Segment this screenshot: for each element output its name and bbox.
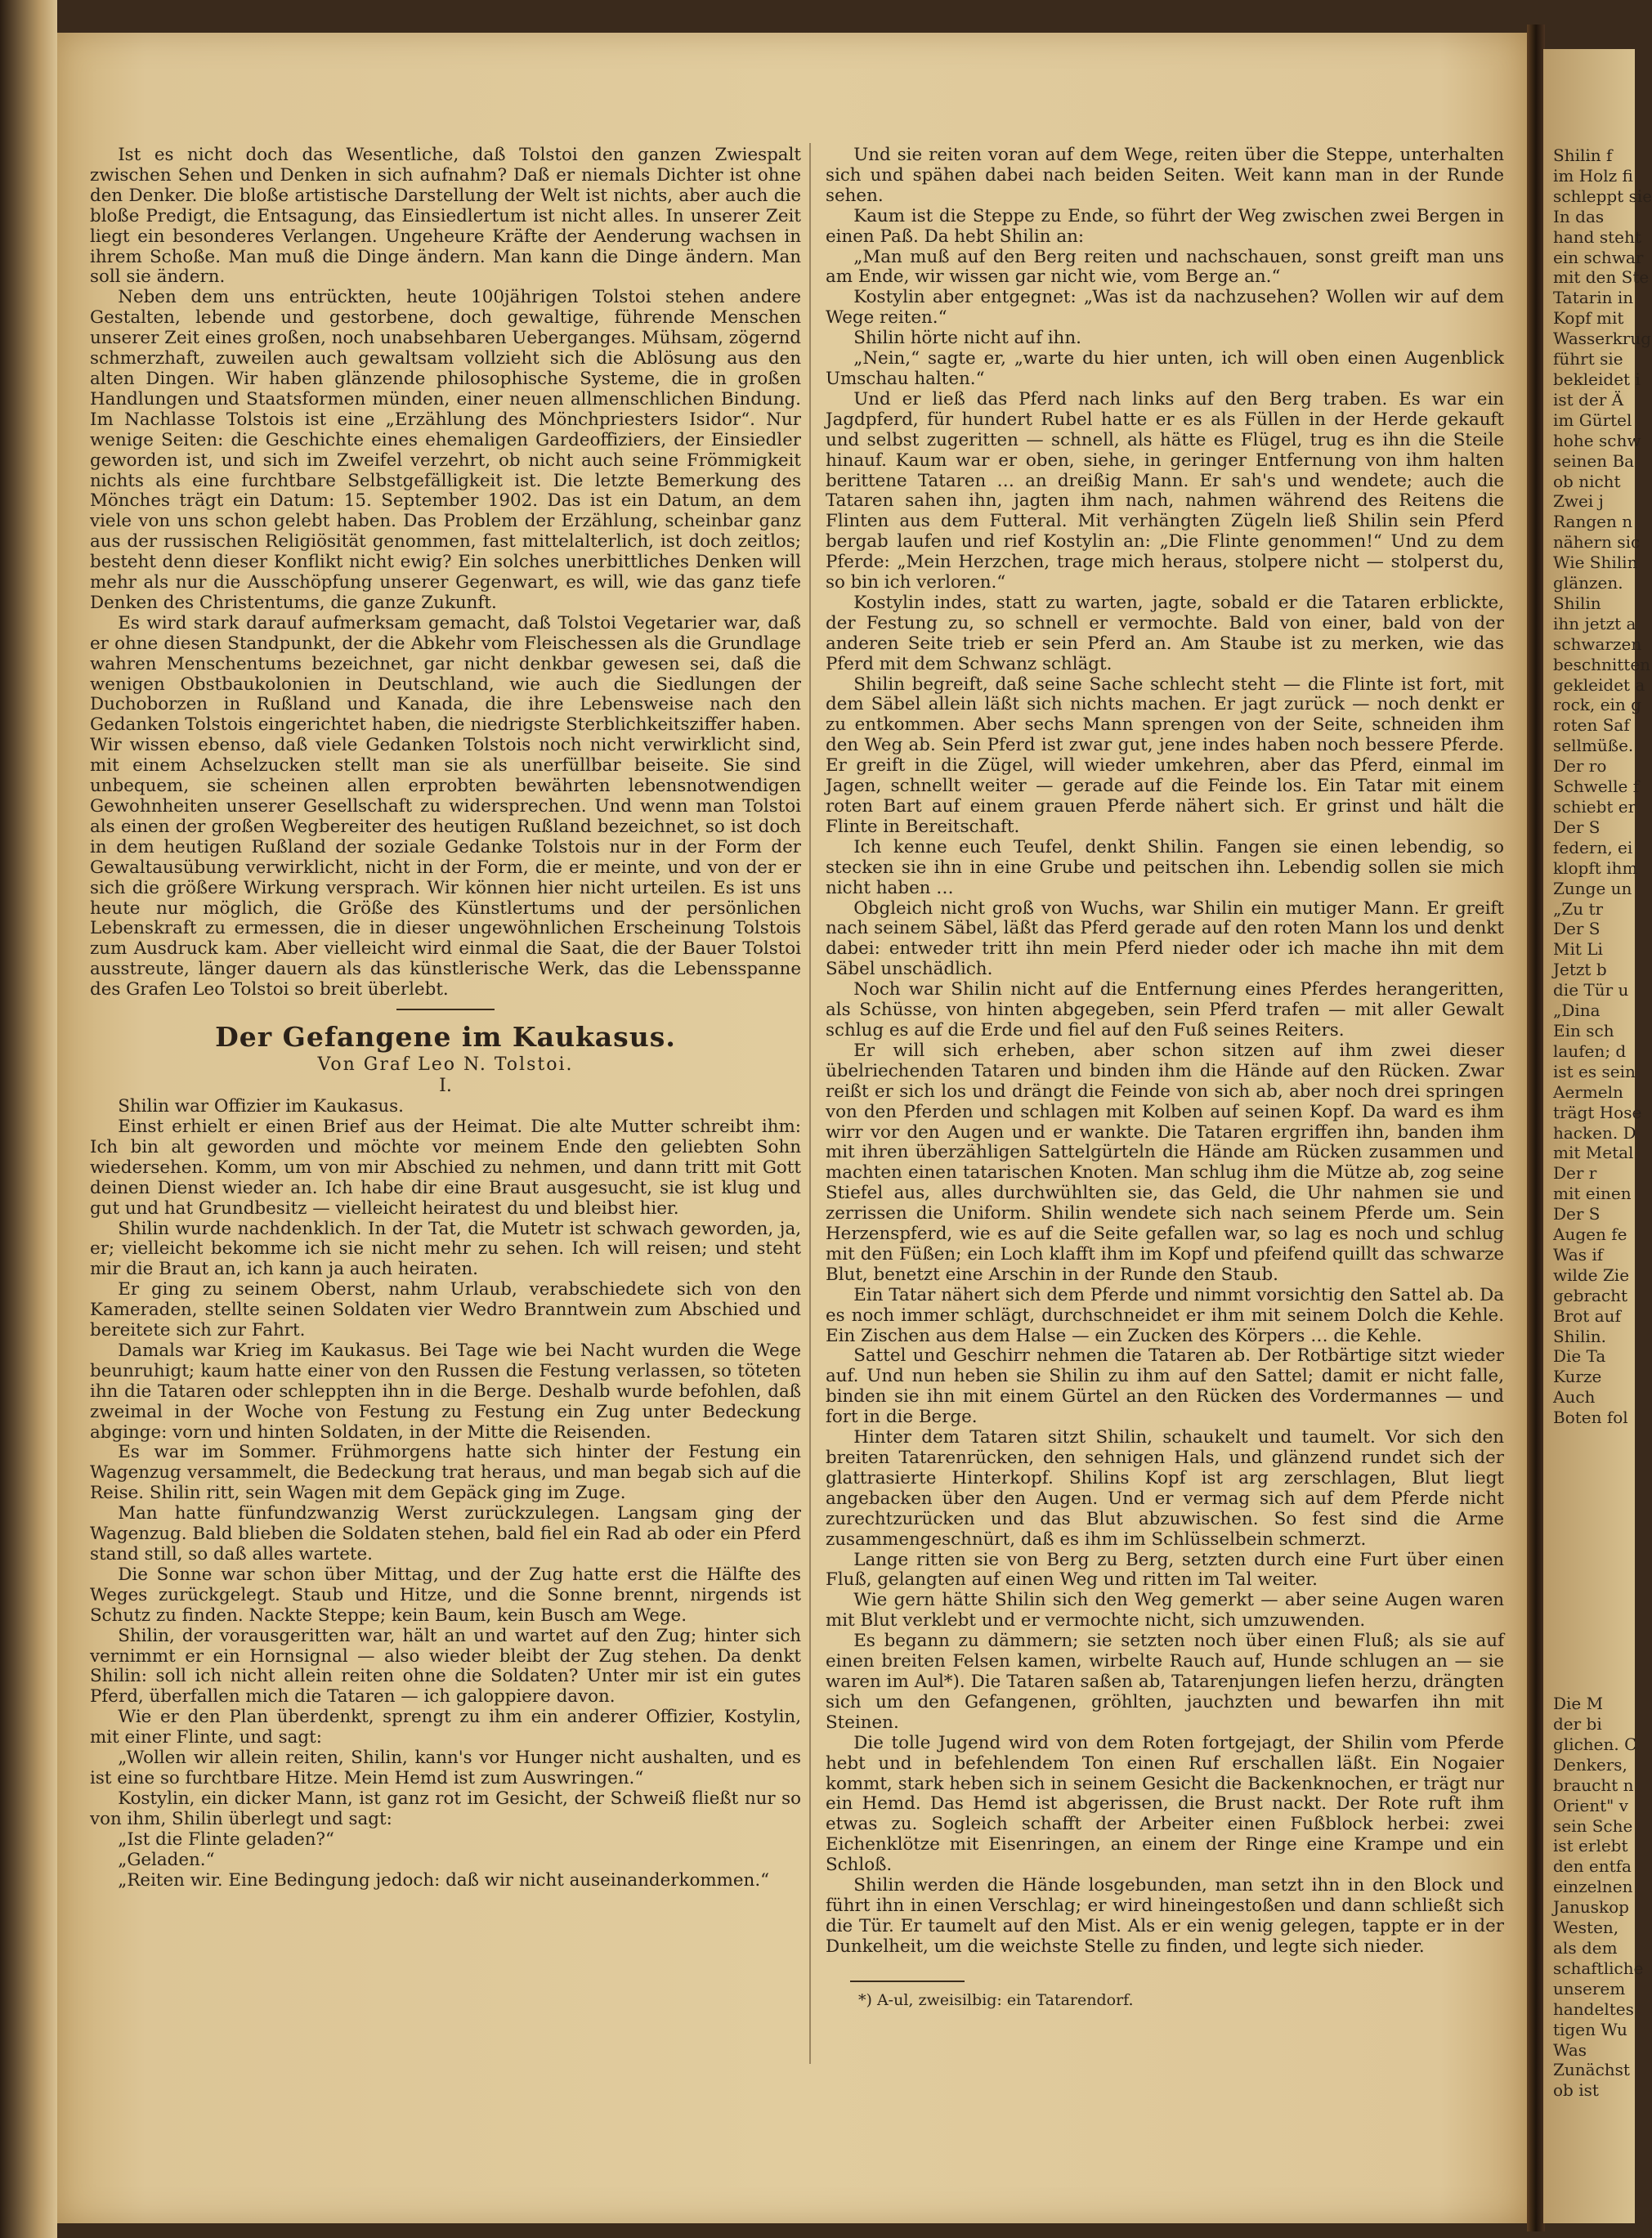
cropped-line: Der r (1553, 1163, 1597, 1184)
story-paragraph: Kostylin, ein dicker Mann, ist ganz rot im Gesicht, der Schweiß fließt nur so von ihm, Shilin überlegt und sagt: (90, 1788, 801, 1829)
cropped-line: Shilin f (1553, 145, 1613, 165)
cropped-line: schwarzen (1553, 633, 1642, 654)
story-paragraph: Er will sich erheben, aber schon sitzen auf ihm zwei dieser übelriechenden Tataren und binden ihm die Hände auf den Rücken. Zwar reißt er sich los und drängt die Feinde von sich ab, aber noch drei springen von den Pferden und schlagen mit Kolben auf seinen Kopf. Da ward es ihm wirr vor den Augen und er wankte. Die Tataren ergriffen ihn, banden ihm mit ihren überzähligen Sattelgürteln die Hände am Rücken zusammen und machten einen tatarischen Knoten. Man schlug ihm die Mütze ab, zog seine Stiefel aus, alles durchwühlten sie, das Geld, die Uhr nahmen sie und zerrissen die Uniform. Shilin wendete sich nach seinem Pferde um. Sein Herzenspferd, wie es auf die Seite gefallen war, so lag es noch und schlug mit den Füßen; ein Loch klafft ihm im Kopf und pfeifend quillt das schwarze Blut, benetzt eine Arschin in der Runde den Staub. (826, 1040, 1504, 1285)
cropped-line: hohe schw (1553, 430, 1641, 450)
cropped-line: Mit Li (1553, 939, 1603, 960)
story-title: Der Gefangene im Kaukasus. (215, 1021, 676, 1054)
cropped-line: im Holz fi (1553, 165, 1633, 186)
cropped-line: Kurze (1553, 1367, 1602, 1387)
cropped-line: In das (1553, 206, 1605, 226)
story-paragraph: Die tolle Jugend wird von dem Roten fortgejagt, der Shilin vom Pferde hebt und in befehlendem Ton einen Ruf erschallen läßt. Ein Nogaier kommt, stark heben sich in seinem Gesicht die Backenknochen, er trägt nur ein Hemd. Das Hemd ist abgerissen, die Brust nackt. Der Rote ruft ihm etwas zu. Sogleich schafft der Arbeiter einen Fußblock herbei: zwei Eichenklötze mit Eisenringen, an einem der Ringe eine Krampe und ein Schloß. (826, 1732, 1504, 1876)
cropped-line: seinen Ba (1553, 450, 1635, 471)
cropped-line: Orient" v (1553, 1795, 1628, 1815)
cropped-line: Tatarin in (1553, 288, 1634, 308)
footnote-rule (850, 1981, 965, 1982)
cropped-line: Boten fol (1553, 1408, 1628, 1428)
cropped-line: Der ro (1553, 756, 1607, 777)
cropped-line: Schwelle f (1553, 777, 1640, 797)
cropped-line: federn, ei (1553, 837, 1633, 857)
cropped-line: als dem (1553, 1937, 1618, 1958)
cropped-line: glänzen. (1553, 573, 1623, 593)
cropped-line: „Dina (1553, 1000, 1601, 1021)
story-paragraph: Obgleich nicht groß von Wuchs, war Shilin ein mutiger Mann. Er greift nach seinem Säbel, läßt das Pferd gerade auf den roten Mann los und denkt dabei: entweder tritt ihn mein Pferd nieder oder ich mache ihn mit dem Säbel unschädlich. (826, 897, 1504, 980)
cropped-line: hand steht (1553, 226, 1641, 247)
cropped-line: Kopf mit (1553, 308, 1624, 329)
column-divider (809, 143, 811, 2064)
cropped-line: ihn jetzt a (1553, 613, 1636, 633)
cropped-line: Jetzt b (1553, 960, 1607, 980)
book-binding-left (0, 0, 57, 2238)
cropped-line: trägt Hose (1553, 1102, 1642, 1122)
chapter-number: I. (439, 1076, 452, 1097)
story-paragraph: Kostylin aber entgegnet: „Was ist da nachzusehen? Wollen wir auf dem Wege reiten.“ (826, 287, 1504, 329)
cropped-line: braucht n (1553, 1775, 1634, 1795)
story-paragraph: Lange ritten sie von Berg zu Berg, setzten durch eine Furt über einen Fluß, gelangten auf einen Weg und ritten im Tal weiter. (826, 1549, 1504, 1591)
story-paragraph: Wie gern hätte Shilin sich den Weg gemerkt — aber seine Augen waren mit Blut verklebt und er vermochte nicht, sich umzuwenden. (826, 1590, 1504, 1632)
story-paragraph: „Wollen wir allein reiten, Shilin, kann's vor Hunger nicht aushalten, und es ist eine so furchtbare Hitze. Mein Hemd ist zum Auswringen.“ (90, 1748, 801, 1788)
cropped-line: einzelnen (1553, 1877, 1633, 1897)
cropped-line: roten Saf (1553, 715, 1630, 736)
story-paragraph: Shilin werden die Hände losgebunden, man setzt ihn in den Block und führt ihn in einen Verschlag; er wird hineingestoßen und dann schließt sich die Tür. Er taumelt auf den Mist. Als er ein wenig gelegen, tappte er in der Dunkelheit, um die weichste Stelle zu finden, und legte sich nieder. (826, 1875, 1504, 1957)
story-paragraph: Shilin war Offizier im Kaukasus. (118, 1096, 404, 1117)
cropped-line: ein schwar (1553, 247, 1644, 267)
story-paragraph: Kaum ist die Steppe zu Ende, so führt der Weg zwischen zwei Bergen in einen Paß. Da hebt Shilin an: (826, 205, 1504, 247)
cropped-line: Der S (1553, 919, 1601, 939)
column-right-cropped (1553, 145, 1652, 2101)
cropped-line: tigen Wu (1553, 2019, 1627, 2039)
cropped-line: „Zu tr (1553, 898, 1604, 919)
story-paragraph: Damals war Krieg im Kaukasus. Bei Tage wie bei Nacht wurden die Wege beunruhigt; kaum hatte einer von den Russen die Festung verlassen, so töteten ihn die Tataren oder schleppten ihn in die Berge. Deshalb wurde befohlen, daß zweimal in der Woche von Festung zu Festung ein Zug unter Bedeckung abginge: vorn und hinten Soldaten, in der Mitte die Reisenden. (90, 1340, 801, 1443)
cropped-line: Januskop (1553, 1897, 1629, 1918)
cropped-line: Auch (1553, 1387, 1596, 1408)
book-gutter (1527, 25, 1545, 2231)
story-paragraph: „Nein,“ sagte er, „warte du hier unten, ich will oben einen Augenblick Umschau halten.“ (826, 348, 1504, 389)
cropped-line: schleppt sie (1553, 186, 1652, 206)
cropped-line: Rangen n (1553, 512, 1633, 532)
story-paragraph: Und er ließ das Pferd nach links auf den Berg traben. Es war ein Jagdpferd, für hundert Rubel hatte er es als Füllen in der Herde gekauft und selbst zugeritten — schnell, als hätte es Flügel, trug es ihn die Steile hinauf. Kaum war er oben, siehe, in geringer Entfernung von ihm halten berittene Tataren … an dreißig Mann. Er sah's und wendete; auch die Tataren sahen ihn, jagten ihm nach, nahmen während des Reitens die Flinten aus dem Futteral. Mit verhängten Zügeln ließ Shilin sein Pferd bergab laufen und rief Kostylin an: „Die Flinte genommen!“ Und zu dem Pferde: „Mein Herzchen, trage mich heraus, stolpere nicht — stolperst du, so bin ich verloren.“ (826, 388, 1504, 593)
cropped-line: ob ist (1553, 2080, 1599, 2101)
cropped-line: bekleidet i (1553, 369, 1641, 389)
cropped-line: schaftliche (1553, 1958, 1644, 1978)
cropped-line: Der S (1553, 817, 1601, 837)
cropped-line: Aermeln (1553, 1081, 1623, 1102)
cropped-line: handeltes (1553, 1999, 1634, 2019)
cropped-line: Zunächst (1553, 2060, 1630, 2080)
cropped-line: ist es sein (1553, 1061, 1636, 1081)
cropped-line: führt sie (1553, 349, 1623, 369)
cropped-line: Was if (1553, 1244, 1604, 1264)
essay-paragraph: Es wird stark darauf aufmerksam gemacht, daß Tolstoi Vegetarier war, daß er ohne diesen Standpunkt, der die Abkehr vom Fleischessen als die Grundlage wahren Menschentums bezeichnet, gar nicht denkbar gewesen sei, daß die wenigen Obstbaukolonien in Deutschland, wie auch die Siedlungen der Duchoborzen in Rußland und Kanada, die ihre Lebensweise nach den Gedanken Tolstois eingerichtet haben, die niedrigste Sterblichkeitsziffer haben. Wir wissen ebenso, daß viele Gedanken Tolstois noch nicht verwirklicht sind, mit einem Achselzucken stellt man sie als unerfüllbar beiseite. Sie sind unbequem, sie scheinen allen erprobten bewährten lebensnotwendigen Gewohnheiten unserer Gesellschaft zu widersprechen. Und wenn man Tolstoi als einen der großen Wegbereiter des heutigen Rußland bezeichnet, so ist doch in dem heutigen Rußland der soziale Gedanke Tolstois nur in der Form der Gewaltausübung verwirklicht, nicht in der Form, die er meinte, und von der er sich die größere Wirkung versprach. Wir können hier nicht urteilen. Es ist uns heute nur möglich, die Größe des Künstlertums und der persönlichen Lebenskraft zu ermessen, die in dieser ungewöhnlichen Erscheinung Tolstois zum Ausdruck kam. Aber vielleicht wird einmal die Saat, die der Bauer Tolstoi ausstreute, länger dauern als das künstlerische Werk, das die Lebensspanne des Grafen Leo Tolstoi so breit überlebt. (90, 612, 801, 1000)
cropped-line: mit Metal (1553, 1143, 1634, 1163)
column-middle (826, 145, 1504, 2011)
story-paragraph: Es war im Sommer. Frühmorgens hatte sich hinter der Festung ein Wagenzug versammelt, die Bedeckung trat heraus, und man begab sich auf die Reise. Shilin ritt, sein Wagen mit dem Gepäck ging im Zuge. (90, 1442, 801, 1504)
cropped-line: Shilin (1553, 593, 1601, 613)
cropped-line: wilde Zie (1553, 1264, 1630, 1285)
cropped-line: Wie Shilin (1553, 553, 1638, 573)
cropped-line: sein Sche (1553, 1815, 1633, 1836)
story-paragraph: „Ist die Flinte geladen?“ (118, 1828, 334, 1850)
cropped-line: die Tür u (1553, 980, 1629, 1000)
story-paragraph: Man hatte fünfundzwanzig Werst zurückzulegen. Langsam ging der Wagenzug. Bald blieben die Soldaten stehen, bald fiel ein Rad ab oder ein Pferd stand still, so daß alles wartete. (90, 1503, 801, 1564)
story-paragraph: Hinter dem Tataren sitzt Shilin, schaukelt und taumelt. Vor sich den breiten Tatarenrücken, den sehnigen Hals, und glänzend rundet sich der glattrasierte Hinterkopf. Shilins Kopf ist arg zerschlagen, Blut liegt angebacken über den Augen. Und er vermag sich auf dem Pferde nicht zurechtzurücken und das Blut abzuwischen. So fest sind die Arme zusammengeschnürt, daß es ihm im Schlüsselbein schmerzt. (826, 1427, 1504, 1550)
section-separator (396, 1009, 495, 1010)
cropped-line: nähern sic (1553, 532, 1641, 553)
story-paragraph: Und sie reiten voran auf dem Wege, reiten über die Steppe, unterhalten sich und spähen dabei nach beiden Seiten. Weit kann man in der Runde sehen. (826, 145, 1504, 206)
story-paragraph: Noch war Shilin nicht auf die Entfernung eines Pferdes herangeritten, als Schüsse, von hinten abgegeben, sein Pferd trafen — mit aller Gewalt schlug es auf die Erde und fiel auf den Fuß seines Reiters. (826, 979, 1504, 1041)
cropped-line: Zunge un (1553, 878, 1632, 898)
story-paragraph: Shilin, der vorausgeritten war, hält an und wartet auf den Zug; hinter sich vernimmt er ein Hornsignal — also wieder bleibt der Zug stehen. Da denkt Shilin: soll ich nicht allein reiten ohne die Soldaten? Unter mir ist ein gutes Pferd, überfallen mich die Tataren — ich galoppiere davon. (90, 1625, 801, 1708)
footnote: *) A-ul, zweisilbig: ein Tatarendorf. (858, 1990, 1134, 2009)
cropped-line: Zwei j (1553, 491, 1604, 512)
cropped-line: Ein sch (1553, 1020, 1614, 1041)
cropped-line: Westen, (1553, 1918, 1619, 1938)
story-paragraph: Shilin hörte nicht auf ihn. (853, 328, 1081, 349)
cropped-line: klopft ihm (1553, 857, 1638, 878)
story-paragraph: Shilin wurde nachdenklich. In der Tat, die Mutetr ist schwach geworden, ja, er; vielleicht bekomme ich sie nicht mehr zu sehen. Ich will reisen; und steht mir die Braut an, ich kann ja auch heiraten. (90, 1218, 801, 1280)
cropped-line: gebracht (1553, 1285, 1628, 1305)
story-paragraph: Ein Tatar nähert sich dem Pferde und nimmt vorsichtig den Sattel ab. Da es noch immer schlägt, durchschneidet er ihm mit seinem Dolch die Kehle. Ein Zischen aus dem Halse — ein Zucken des Körpers … die Kehle. (826, 1284, 1504, 1346)
cropped-line: glichen. C (1553, 1734, 1637, 1754)
cropped-line: ob nicht (1553, 471, 1621, 491)
story-paragraph: Shilin begreift, daß seine Sache schlecht steht — die Flinte ist fort, mit dem Säbel allein läßt sich nichts machen. Er jagt zurück — noch denkt er zu entkommen. Aber sechs Mann sprengen von der Seite, schneiden ihm den Weg ab. Sein Pferd ist zwar gut, jene indes haben noch bessere Pferde. Er greift in die Zügel, will wieder umkehren, aber das Pferd, einmal im Jagen, schnellt weiter — gerade auf die Feinde los. Ein Tatar mit einem roten Bart auf einem grauen Pferde nähert sich. Er grinst und hält die Flinte in Bereitschaft. (826, 674, 1504, 837)
cropped-line: den entfa (1553, 1856, 1632, 1877)
cropped-line: gekleidet a (1553, 674, 1645, 695)
column-gap (1553, 1428, 1635, 1694)
cropped-line: im Gürtel (1553, 410, 1632, 430)
story-paragraph: Sattel und Geschirr nehmen die Tataren ab. Der Rotbärtige sitzt wieder auf. Und nun heben sie Shilin zu ihm auf den Sattel; damit er nicht falle, binden sie ihn mit einem Gürtel an den Rücken des Vordermannes — und fort in die Berge. (826, 1345, 1504, 1428)
story-paragraph: Ich kenne euch Teufel, denkt Shilin. Fangen sie einen lebendig, so stecken sie ihn in eine Grube und peitschen ihn. Lebendig sollen sie mich nicht haben … (826, 836, 1504, 898)
story-paragraph: „Reiten wir. Eine Bedingung jedoch: daß wir nicht auseinanderkommen.“ (118, 1869, 770, 1891)
story-paragraph: Einst erhielt er einen Brief aus der Heimat. Die alte Mutter schreibt ihm: Ich bin alt geworden und möchte vor meinem Ende den geliebten Sohn wiedersehen. Komm, um von mir Abschied zu nehmen, und dann tritt mit Gott deinen Dienst wieder an. Ich habe dir eine Braut ausgesucht, sie ist klug und gut und hat Grundbesitz — vielleicht heiratest du und bleibst hier. (90, 1116, 801, 1219)
story-paragraph: Wie er den Plan überdenkt, sprengt zu ihm ein anderer Offizier, Kostylin, mit einer Flinte, und sagt: (90, 1707, 801, 1748)
cropped-line: unserem (1553, 1978, 1626, 1999)
cropped-line: Denkers, (1553, 1754, 1627, 1775)
story-paragraph: „Man muß auf den Berg reiten und nachschauen, sonst greift man uns am Ende, wir wissen gar nicht wie, vom Berge an.“ (826, 246, 1504, 288)
cropped-line: Brot auf (1553, 1305, 1621, 1326)
cropped-line: sellmüße. (1553, 736, 1634, 756)
story-paragraph: „Geladen.“ (118, 1849, 215, 1870)
cropped-line: Der S (1553, 1204, 1601, 1224)
essay-paragraph: Ist es nicht doch das Wesentliche, daß Tolstoi den ganzen Zwiespalt zwischen Sehen und Denken in sich aufnahm? Daß er niemals Dichter ist ohne den Denker. Die bloße artistische Darstellung der Welt ist nichts, aber auch die bloße Predigt, die Entsagung, das Einsiedlertum ist nicht alles. In unserer Zeit liegt ein besonderes Verlangen. Ungeheure Kräfte der Aenderung wachsen in ihrem Schoße. Man muß die Dinge ändern. Man kann die Dinge ändern. Man soll sie ändern. (90, 145, 801, 288)
cropped-line: Die M (1553, 1694, 1604, 1714)
cropped-line: Was (1553, 2039, 1587, 2060)
cropped-line: Die Ta (1553, 1346, 1606, 1367)
cropped-line: rock, ein g (1553, 695, 1641, 715)
story-byline: Von Graf Leo N. Tolstoi. (317, 1054, 574, 1076)
cropped-line: ist erlebt (1553, 1836, 1628, 1856)
cropped-line: hacken. D (1553, 1122, 1636, 1143)
cropped-line: Shilin. (1553, 1326, 1607, 1346)
story-paragraph: Es begann zu dämmern; sie setzten noch über einen Fluß; als sie auf einen breiten Felsen kamen, wirbelte Rauch auf, Hunde schlugen an — sie waren im Aul*). Die Tataren saßen ab, Tatarenjungen liefen herzu, drängten sich um den Gefangenen, gröhlten, jauchzten und bewarfen ihn mit Steinen. (826, 1631, 1504, 1733)
cropped-line: Augen fe (1553, 1224, 1627, 1245)
story-paragraph: Die Sonne war schon über Mittag, und der Zug hatte erst die Hälfte des Weges zurückgelegt. Staub und Hitze, und die Sonne brennt, nirgends ist Schutz zu finden. Nackte Steppe; kein Baum, kein Busch am Wege. (90, 1564, 801, 1626)
cropped-line: mit den Ste (1553, 267, 1650, 288)
story-paragraph: Er ging zu seinem Oberst, nahm Urlaub, verabschiedete sich von den Kameraden, stellte seinen Soldaten vier Wedro Branntwein zum Abschied und bereitete sich zur Fahrt. (90, 1279, 801, 1341)
story-paragraph: Kostylin indes, statt zu warten, jagte, sobald er die Tataren erblickte, der Festung zu, so schnell er vermochte. Bald von einer, bald von der anderen Seite trieb er sein Pferd an. Am Staube ist zu merken, wie das Pferd mit dem Schwanz schlägt. (826, 592, 1504, 674)
cropped-line: ist der Ä (1553, 389, 1624, 410)
column-left (90, 145, 801, 1891)
cropped-line: schiebt er (1553, 797, 1636, 817)
cropped-line: der bi (1553, 1714, 1602, 1734)
cropped-line: laufen; d (1553, 1041, 1627, 1061)
essay-paragraph: Neben dem uns entrückten, heute 100jährigen Tolstoi stehen andere Gestalten, lebende und gestorbene, doch gewaltige, führende Menschen unserer Zeit eines großen, noch unabsehbaren Ueberganges. Mühsam, zögernd schmerzhaft, zuweilen auch gewaltsam vollzieht sich die Ablösung aus den alten Dingen. Wir haben glänzende philosophische Systeme, die in großen Handlungen und Staatsformen münden, einer neuen allmenschlichen Bindung. Im Nachlasse Tolstois ist eine „Erzählung des Mönchpriesters Isidor“. Nur wenige Seiten: die Geschichte eines ehemaligen Gardeoffiziers, der Einsiedler geworden ist, und sich im Zweifel verzehrt, ob nicht auch seine Frömmigkeit nichts als eine furchtbare Selbstgefälligkeit ist. Die letzte Bemerkung des Mönches trägt ein Datum: 15. September 1902. Das ist ein Datum, an dem viele von uns schon gelebt haben. Das Problem der Erzählung, scheinbar ganz aus der russischen Religiösität genommen, fast mittelalterlich, ist doch zeitlos; besteht denn dieser Konflikt nicht ewig? Ein solches unerbittliches Denken will mehr als nur die Ausschöpfung unserer Gegenwart, es will, wie das ganz tiefe Denken des Christentums, die ganze Zukunft. (90, 287, 801, 613)
cropped-line: mit einen (1553, 1184, 1632, 1204)
cropped-line: beschnitten (1553, 654, 1651, 674)
cropped-line: Wasserkrug (1553, 329, 1652, 349)
